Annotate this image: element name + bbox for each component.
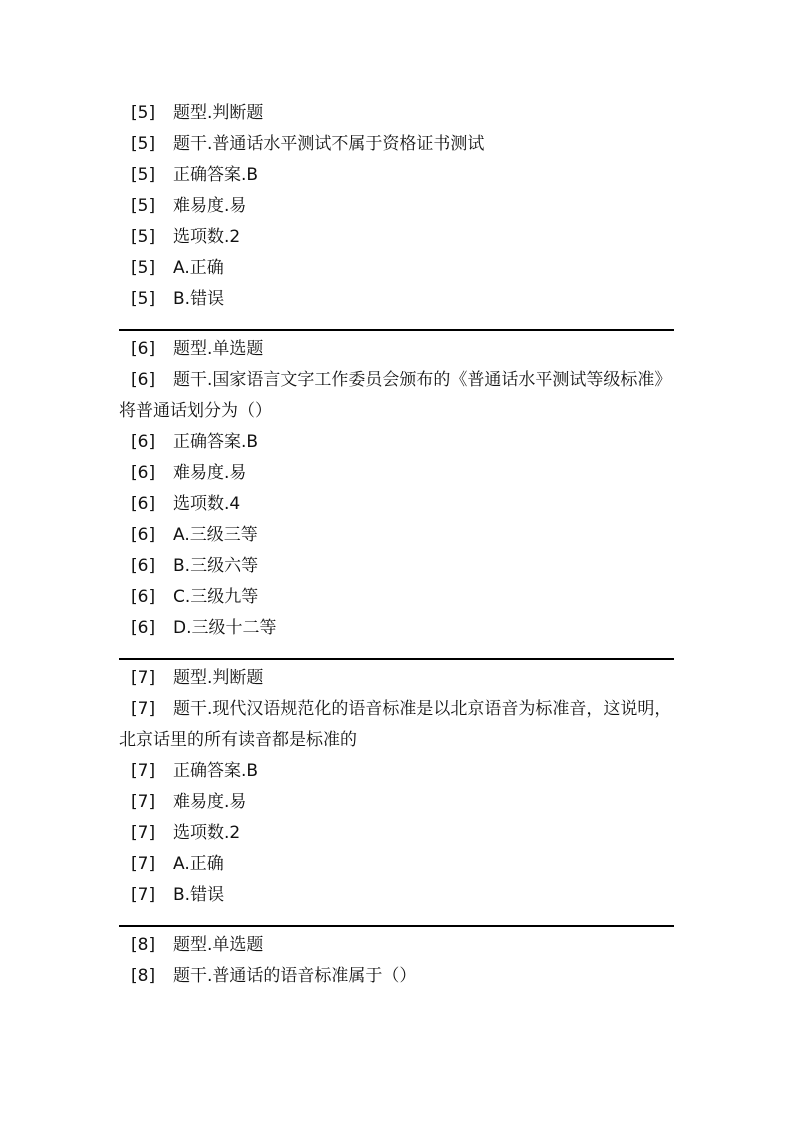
question-type-line	[119, 334, 674, 365]
option-line	[119, 582, 674, 613]
question-8	[119, 930, 674, 992]
question-number: [5]	[131, 196, 156, 216]
option-c: C.三级九等	[173, 587, 259, 607]
question-number: [6]	[131, 494, 156, 514]
option-line	[119, 551, 674, 582]
question-number: [5]	[131, 103, 156, 123]
difficulty: 难易度.易	[173, 792, 247, 812]
option-d: D.三级十二等	[173, 618, 277, 638]
question-number: [7]	[131, 885, 156, 905]
option-line	[119, 880, 674, 911]
question-stem: 题干.普通话的语音标准属于（）	[173, 966, 417, 986]
question-7	[119, 663, 674, 911]
question-number: [6]	[131, 618, 156, 638]
question-number: [5]	[131, 165, 156, 185]
question-number: [6]	[131, 587, 156, 607]
difficulty: 难易度.易	[173, 463, 247, 483]
section-divider	[119, 925, 674, 927]
option-a: A.正确	[173, 854, 224, 874]
question-6	[119, 334, 674, 644]
option-b: B.错误	[173, 289, 225, 309]
difficulty-line	[119, 191, 674, 222]
correct-answer: 正确答案.B	[173, 165, 259, 185]
option-count-line	[119, 222, 674, 253]
difficulty-line	[119, 458, 674, 489]
option-count-line	[119, 489, 674, 520]
option-b: B.三级六等	[173, 556, 259, 576]
document-page	[119, 98, 674, 992]
question-number: [6]	[131, 370, 156, 390]
question-number: [5]	[131, 289, 156, 309]
question-type: 题型.判断题	[173, 103, 264, 123]
difficulty: 难易度.易	[173, 196, 247, 216]
question-stem: 题干.国家语言文字工作委员会颁布的《普通话水平测试等级标准》将普通话划分为（）	[119, 370, 672, 421]
question-type-line	[119, 98, 674, 129]
question-number: [8]	[131, 966, 156, 986]
question-5	[119, 98, 674, 315]
answer-line	[119, 756, 674, 787]
option-line	[119, 253, 674, 284]
section-divider	[119, 329, 674, 331]
question-number: [7]	[131, 823, 156, 843]
question-number: [6]	[131, 556, 156, 576]
question-stem-line	[119, 365, 674, 427]
question-stem: 题干.普通话水平测试不属于资格证书测试	[173, 134, 485, 154]
option-count: 选项数.2	[173, 227, 241, 247]
question-number: [6]	[131, 432, 156, 452]
correct-answer: 正确答案.B	[173, 432, 259, 452]
answer-line	[119, 427, 674, 458]
question-type: 题型.判断题	[173, 668, 264, 688]
question-stem-line	[119, 694, 674, 756]
correct-answer: 正确答案.B	[173, 761, 259, 781]
section-divider	[119, 658, 674, 660]
question-type-line	[119, 930, 674, 961]
option-line	[119, 284, 674, 315]
question-stem-line	[119, 129, 674, 160]
option-line	[119, 613, 674, 644]
question-type: 题型.单选题	[173, 935, 264, 955]
option-count: 选项数.4	[173, 494, 241, 514]
answer-line	[119, 160, 674, 191]
question-number: [5]	[131, 227, 156, 247]
question-stem-line	[119, 961, 674, 992]
option-count-line	[119, 818, 674, 849]
question-number: [7]	[131, 761, 156, 781]
question-number: [6]	[131, 463, 156, 483]
question-number: [5]	[131, 134, 156, 154]
option-a: A.三级三等	[173, 525, 258, 545]
question-number: [7]	[131, 699, 156, 719]
question-stem: 题干.现代汉语规范化的语音标准是以北京语音为标准音，这说明，北京话里的所有读音都是标准的	[119, 699, 672, 750]
question-type: 题型.单选题	[173, 339, 264, 359]
option-count: 选项数.2	[173, 823, 241, 843]
question-number: [6]	[131, 339, 156, 359]
option-line	[119, 520, 674, 551]
question-type-line	[119, 663, 674, 694]
difficulty-line	[119, 787, 674, 818]
question-number: [5]	[131, 258, 156, 278]
option-line	[119, 849, 674, 880]
question-number: [7]	[131, 792, 156, 812]
option-b: B.错误	[173, 885, 225, 905]
question-number: [7]	[131, 668, 156, 688]
option-a: A.正确	[173, 258, 224, 278]
question-number: [8]	[131, 935, 156, 955]
question-number: [7]	[131, 854, 156, 874]
question-number: [6]	[131, 525, 156, 545]
